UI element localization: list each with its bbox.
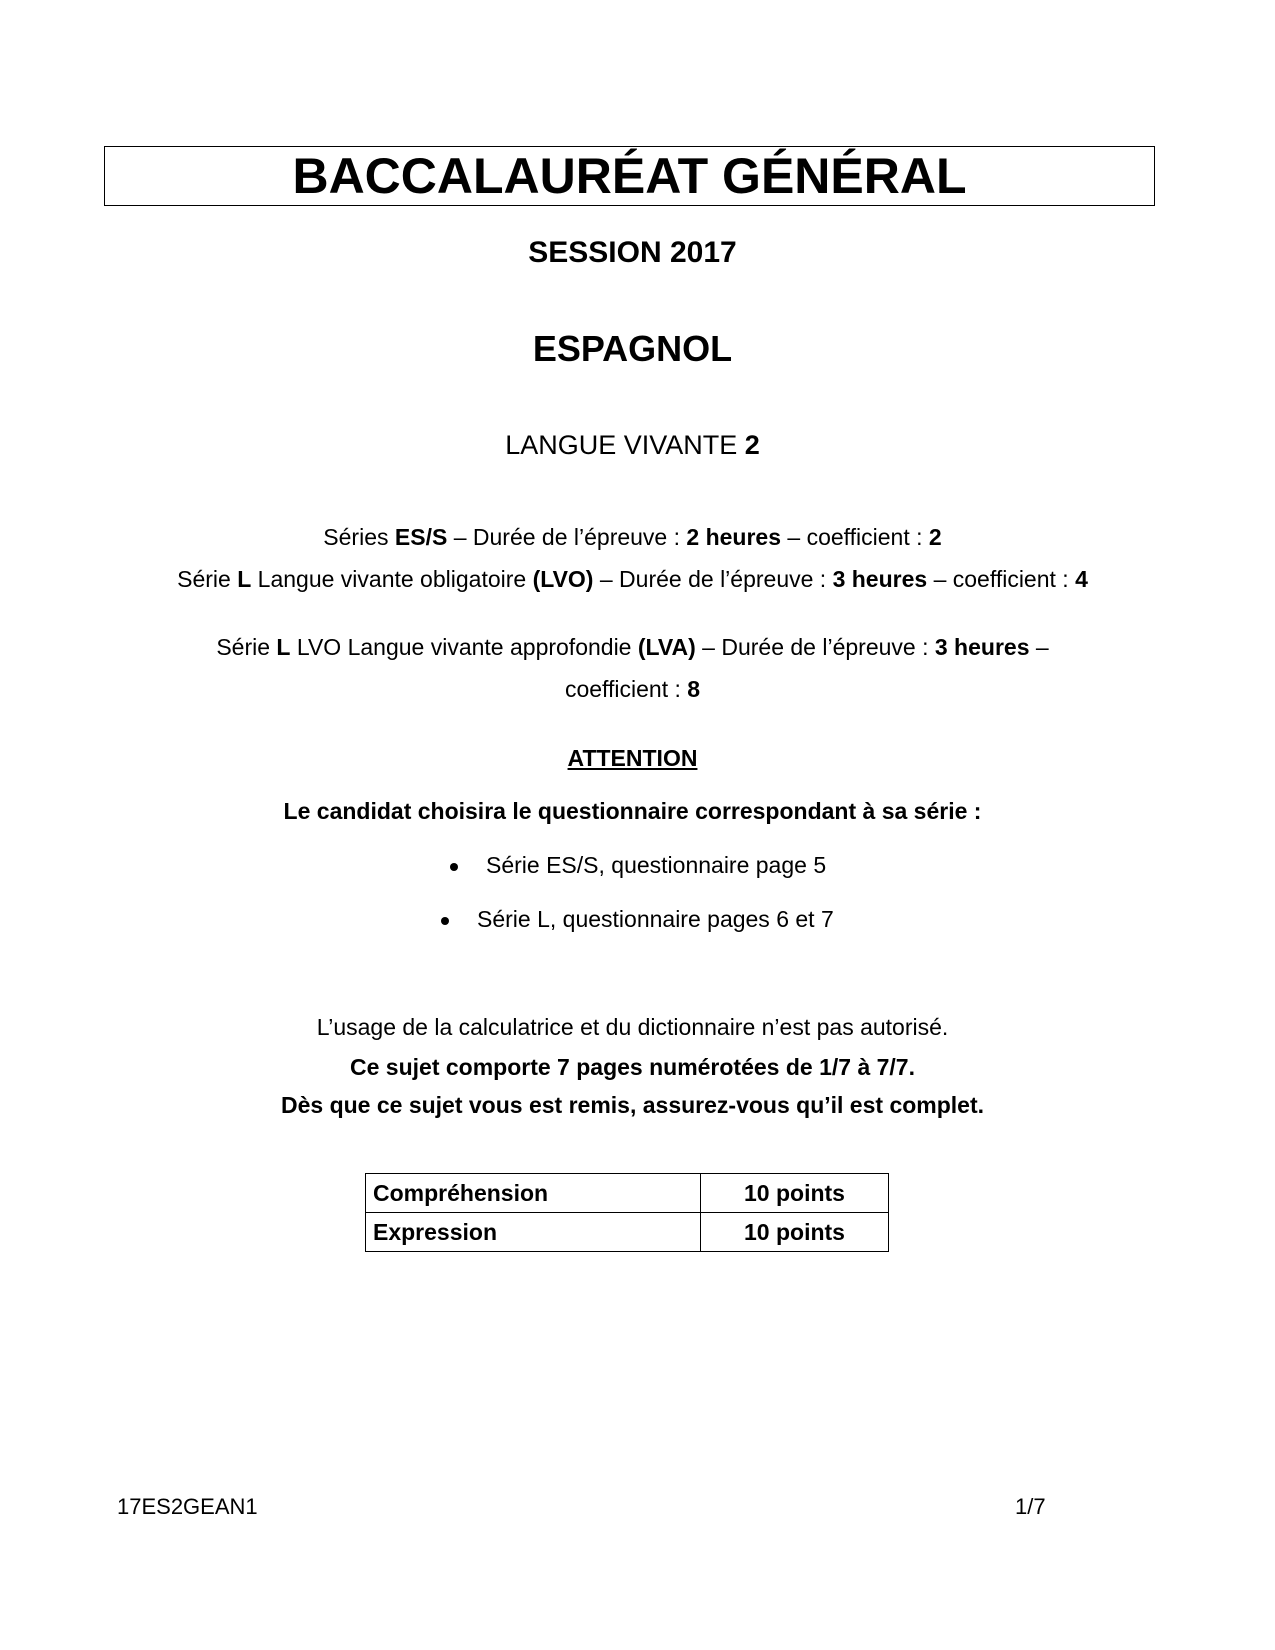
es-s-prefix: Séries [323, 524, 395, 550]
bullet-icon [450, 863, 458, 871]
attention-heading: ATTENTION [567, 745, 698, 771]
es-s-duration: 2 heures [686, 524, 782, 550]
series-l-lvo-line [0, 566, 1265, 594]
table-row [366, 1174, 889, 1213]
lva-desc: LVO Langue vivante approfondie [290, 634, 638, 660]
lvo-coef-label: – coefficient : [927, 566, 1076, 592]
lva-duration-label: – Durée de l’épreuve : [695, 634, 935, 660]
lva-coef-label: coefficient : [564, 676, 688, 702]
series-l-lva-line [0, 634, 1265, 662]
es-s-coef-label: – coefficient : [781, 524, 929, 550]
table-row [366, 1213, 889, 1252]
attention-instruction: Le candidat choisira le questionnaire correspondant à sa série : [283, 798, 982, 824]
table-cell-value: 10 points [701, 1174, 889, 1213]
lva-code: (LVA) [637, 634, 696, 660]
table-cell-label: Compréhension [366, 1174, 701, 1213]
lvo-prefix: Série [177, 566, 238, 592]
subject-title: ESPAGNOL [532, 328, 733, 369]
lva-prefix: Série [216, 634, 277, 660]
remis-note: Dès que ce sujet vous est remis, assurez-vous qu’il est complet. [280, 1092, 985, 1118]
language-label [0, 430, 1265, 461]
lvo-duration: 3 heures [832, 566, 928, 592]
list-item-text: Série L, questionnaire pages 6 et 7 [477, 906, 834, 932]
usage-note: L’usage de la calculatrice et du dictionnaire n’est pas autorisé. [316, 1014, 949, 1040]
table-cell-value: 10 points [701, 1213, 889, 1252]
es-s-duration-label: – Durée de l’épreuve : [447, 524, 687, 550]
points-table [365, 1173, 889, 1252]
language-prefix: LANGUE VIVANTE [505, 430, 745, 460]
table-cell-label: Expression [366, 1213, 701, 1252]
pages-note: Ce sujet comporte 7 pages numérotées de 1/7 à 7/7. [350, 1054, 915, 1080]
document-title: BACCALAURÉAT GÉNÉRAL [292, 148, 967, 204]
lva-series: L [276, 634, 291, 660]
lva-dash: – [1029, 634, 1049, 660]
lva-coef: 8 [687, 676, 701, 702]
lvo-code: (LVO) [532, 566, 594, 592]
series-es-s-line [0, 524, 1265, 552]
list-item [450, 852, 826, 879]
title-box [104, 146, 1155, 206]
bullet-icon [441, 917, 449, 925]
es-s-series: ES/S [394, 524, 448, 550]
list-item-text: Série ES/S, questionnaire page 5 [486, 852, 827, 878]
series-l-lva-coef-line [0, 676, 1265, 704]
footer-code: 17ES2GEAN1 [117, 1494, 258, 1519]
lvo-desc: Langue vivante obligatoire [251, 566, 533, 592]
es-s-coef: 2 [928, 524, 942, 550]
lvo-coef: 4 [1075, 566, 1088, 592]
list-item [441, 906, 834, 933]
footer-page-number: 1/7 [1015, 1494, 1046, 1519]
language-number: 2 [744, 430, 760, 460]
lvo-duration-label: – Durée de l’épreuve : [593, 566, 833, 592]
lva-duration: 3 heures [934, 634, 1030, 660]
lvo-series: L [237, 566, 252, 592]
session-label: SESSION 2017 [528, 236, 737, 269]
